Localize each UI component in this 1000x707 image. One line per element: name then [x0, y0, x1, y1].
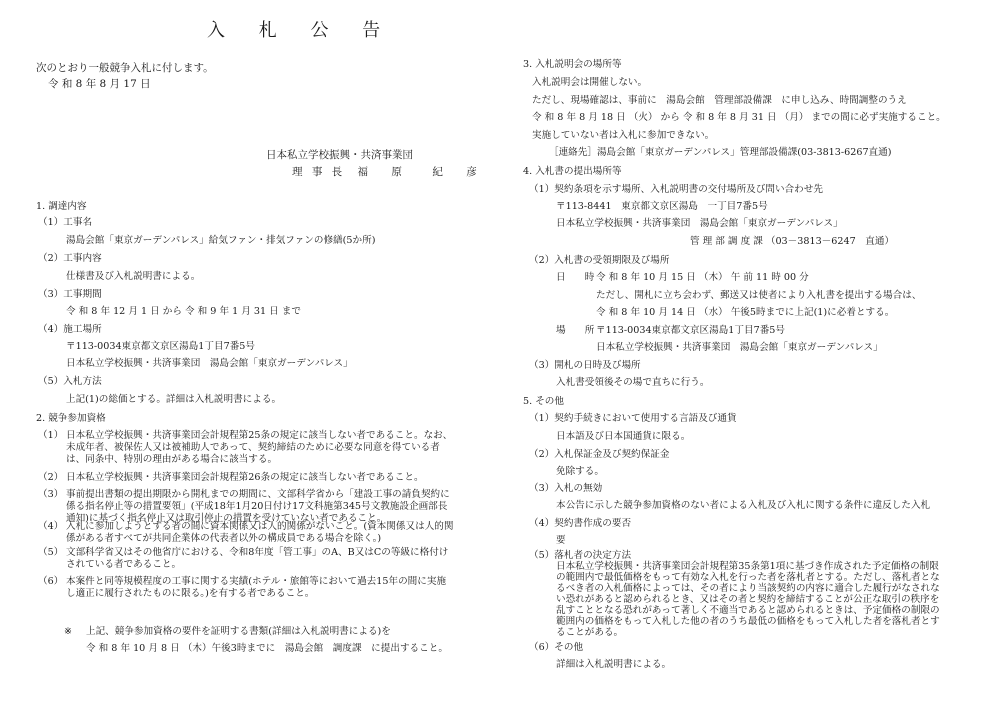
- s5-item-3-label: （3）入札の無効: [529, 483, 603, 494]
- s3-line-4: 実施していない者は入札に参加できない。: [532, 130, 715, 141]
- s2-item-2-label: （2）: [38, 472, 64, 483]
- s4-item-2-label: （2）入札書の受領期限及び場所: [529, 255, 670, 266]
- section-5-heading: 5. その他: [523, 396, 564, 407]
- intro-text: 次のとおり一般競争入札に付します。: [36, 62, 214, 74]
- s2-item-2-text: 日本私立学校振興・共済事業団会計規程第26条の規定に該当しない者であること。: [66, 472, 424, 483]
- s2-item-1-label: （1）: [38, 430, 64, 441]
- s2-item-4-text: 入札に参加しようとする者の間に資本関係又は人的関係がないこと。(資本関係又は人的関係がある者すべてが共同企業体の代表者以外の構成員である場合を除く。): [66, 521, 454, 544]
- s2-item-6-label: （6）: [38, 576, 64, 587]
- s1-item-1-text: 湯島会館「東京ガーデンパレス」給気ファン・排気ファンの修繕(5か所): [66, 235, 376, 246]
- s4-place-label: 場 所: [556, 325, 595, 336]
- s1-item-4-label: （4）施工場所: [38, 324, 102, 335]
- s4-item-1-dept: 管 理 部 調 度 課 （03－3813－6247 直通）: [690, 236, 895, 247]
- s3-contact: ［連絡先］湯島会館「東京ガーデンパレス」管理部設備課(03-3813-6267直通): [549, 147, 892, 158]
- s2-item-3-label: （3）: [38, 489, 64, 500]
- s4-time-note-2: 令 和 8 年 10 月 14 日 （水） 午後5時までに上記(1)に必着とする。: [596, 307, 895, 318]
- s5-item-5-label: （5）落札者の決定方法: [529, 550, 632, 561]
- s2-note-line-2: 令 和 8 年 10 月 8 日 （木）午後3時までに 湯島会館 調度課 に提出すること。: [86, 643, 448, 654]
- s5-item-5-text: 日本私立学校振興・共済事業団会計規程第35条第1項に基づき作成された予定価格の制限の範囲内で最低価格をもって有効な入札を行った者を落札者とする。ただし、落札者となるべき者の入札価格によっては、その者により当該契約の内容に適合した履行がなされない恐れがあると認められるとき、又はその者と契約を締結することが公正な取引の秩序を乱すこととなる恐れがあって著しく不適当であると認められるときは、予定価格の制限の範囲内の価格をもって入札した他の者のうち最低の価格をもって入札した者を落札者とすることがある。: [556, 561, 940, 639]
- page-title: 入 札 公 告: [207, 20, 395, 41]
- s4-item-1-label: （1）契約条項を示す場所、入札説明書の交付場所及び問い合わせ先: [529, 184, 823, 195]
- s4-time-label: 日 時: [556, 272, 595, 283]
- s3-line-2: ただし、現場確認は、事前に 湯島会館 管理部設備課 に申し込み、時間調整のうえ: [532, 95, 907, 106]
- s5-item-2-text: 免除する。: [556, 466, 604, 477]
- s2-item-5-text: 文部科学省又はその他省庁における、令和8年度「管工事」のA、B又はCの等級に格付けされている者であること。: [66, 547, 449, 570]
- organization-name: 日本私立学校振興・共済事業団: [266, 149, 413, 161]
- s5-item-6-text: 詳細は入札説明書による。: [556, 659, 672, 670]
- s2-note-line-1: 上記、競争参加資格の要件を証明する書類(詳細は入札説明書による)を: [86, 626, 391, 637]
- s5-item-4-text: 要: [556, 535, 566, 546]
- s4-place-address: 〒113-0034東京都文京区湯島1丁目7番5号: [596, 325, 785, 336]
- section-2-heading: 2. 競争参加資格: [36, 413, 106, 424]
- s4-item-1-org: 日本私立学校振興・共済事業団 湯島会館「東京ガーデンパレス」: [556, 218, 843, 229]
- s5-item-4-label: （4）契約書作成の要否: [529, 518, 632, 529]
- s2-item-5-label: （5）: [38, 547, 64, 558]
- s3-line-1: 入札説明会は開催しない。: [532, 77, 648, 88]
- s4-item-3-text: 入札書受領後その場で直ちに行う。: [556, 377, 710, 388]
- s4-place-org: 日本私立学校振興・共済事業団 湯島会館「東京ガーデンパレス」: [596, 342, 883, 353]
- s1-item-5-text: 上記(1)の総価とする。詳細は入札説明書による。: [66, 394, 282, 405]
- s4-item-3-label: （3）開札の日時及び場所: [529, 360, 641, 371]
- s2-item-3-text: 事前提出書類の提出期限から開札までの期間に、文部科学省から「建設工事の請負契約に係る指名停止等の措置要領」(平成18年1月20日付け17文科施第345号文教施設企画部長通知)に基づく指名停止又は取引停止の措置を受けていない者であること。: [66, 489, 450, 524]
- s5-item-6-label: （6）その他: [529, 642, 584, 653]
- representative-title: 理 事 長: [292, 166, 346, 178]
- s2-note-mark: ※: [64, 626, 73, 637]
- s1-item-2-label: （2）工事内容: [38, 253, 102, 264]
- s1-item-4-address: 〒113-0034東京都文京区湯島1丁目7番5号: [66, 341, 255, 352]
- s4-time-note-1: ただし、開札に立ち会わず、郵送又は使者により入札書を提出する場合は、: [596, 290, 922, 301]
- s2-item-1-text: 日本私立学校振興・共済事業団会計規程第25条の規定に該当しない者であること。なお、未成年者、被保佐人又は被補助人であって、契約締結のために必要な同意を得ている者は、同条中、特別の理由がある場合に該当する。: [66, 430, 453, 465]
- s5-item-1-label: （1）契約手続きにおいて使用する言語及び通貨: [529, 413, 737, 424]
- s1-item-1-label: （1）工事名: [38, 217, 93, 228]
- s5-item-3-text: 本公告に示した競争参加資格のない者による入札及び入札に関する条件に違反した入札: [556, 500, 931, 511]
- s3-line-3: 令 和 8 年 8 月 18 日 （火） から 令 和 8 年 8 月 31 日 （月） までの間に必ず実施すること。: [532, 112, 946, 123]
- s1-item-3-label: （3）工事期間: [38, 289, 102, 300]
- section-4-heading: 4. 入札書の提出場所等: [523, 166, 622, 177]
- s5-item-2-label: （2）入札保証金及び契約保証金: [529, 449, 670, 460]
- notice-date: 令 和 8 年 8 月 17 日: [48, 78, 151, 90]
- section-3-heading: 3. 入札説明会の場所等: [523, 59, 622, 70]
- s4-time-value: 令 和 8 年 10 月 15 日 （木） 午 前 11 時 00 分: [596, 272, 809, 283]
- s2-item-4-label: （4）: [38, 521, 64, 532]
- s1-item-2-text: 仕様書及び入札説明書による。: [66, 271, 201, 282]
- s4-item-1-address: 〒113-8441 東京都文京区湯島 一丁目7番5号: [556, 201, 768, 212]
- representative: [292, 166, 487, 179]
- section-1-heading: 1. 調達内容: [36, 201, 87, 212]
- s5-item-1-text: 日本語及び日本国通貨に限る。: [556, 431, 691, 442]
- s2-item-6-text: 本案件と同等規模程度の工事に関する実績(ホテル・旅館等において過去15年の間に実施し適正に履行されたものに限る。)を有する者であること。: [66, 576, 447, 599]
- s1-item-3-text: 令 和 8 年 12 月 1 日 から 令 和 9 年 1 月 31 日 まで: [66, 306, 301, 317]
- s1-item-4-place: 日本私立学校振興・共済事業団 湯島会館「東京ガーデンパレス」: [66, 358, 353, 369]
- representative-name: 福 原 紀 彦: [357, 166, 487, 178]
- s1-item-5-label: （5）入札方法: [38, 376, 102, 387]
